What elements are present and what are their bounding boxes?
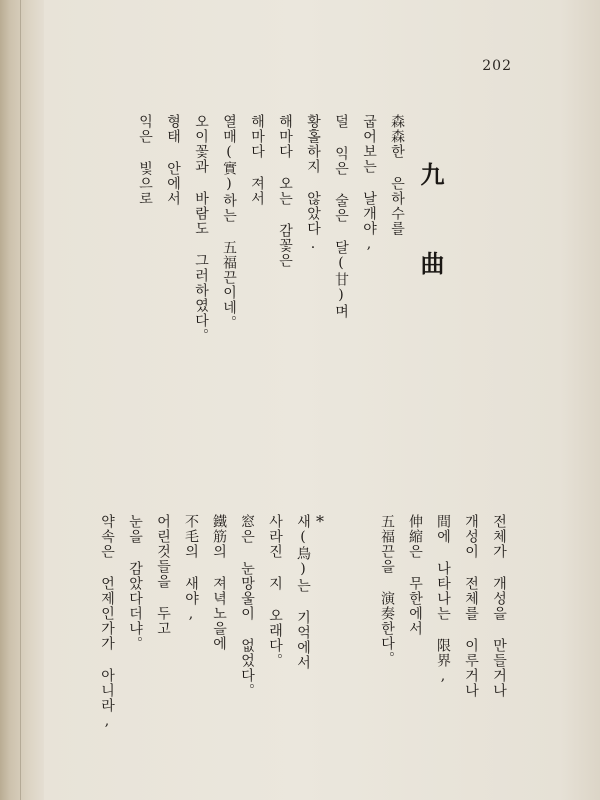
poem-line: 해마다 져서 bbox=[249, 114, 265, 206]
poem-line: 오이꽃과 바람도 그러하였다。 bbox=[193, 114, 209, 343]
stanza-separator: * bbox=[316, 512, 324, 531]
poem-line: 伸縮은 무한에서 bbox=[407, 514, 423, 636]
poem-line: 森森한 은하수를 bbox=[389, 114, 405, 236]
poem-line: 약속은 언제인가가 아니라, bbox=[99, 514, 115, 730]
poem-line: 익은 빛으로 bbox=[137, 114, 153, 206]
poem-line: 鐵筋의 져녁노을에 bbox=[211, 514, 227, 651]
poem-line: 五福끈을 演奏한다。 bbox=[379, 514, 395, 666]
poem-title: 九 曲 bbox=[416, 162, 445, 293]
poem-line: 황홀하지 않았다. bbox=[305, 114, 321, 253]
poem-line: 전체가 개성을 만들거나 bbox=[491, 514, 507, 698]
page-number: 202 bbox=[482, 58, 512, 74]
poem-line: 사라진 지 오래다。 bbox=[267, 514, 283, 668]
poem-line: 개성이 전체를 이루거나 bbox=[463, 514, 479, 698]
poem-line: 不毛의 새야, bbox=[183, 514, 199, 623]
poem-lower-stanza bbox=[86, 514, 506, 730]
poem-upper-stanza bbox=[124, 114, 404, 343]
poem-line: 해마다 오는 감꽃은 bbox=[277, 114, 293, 268]
poem-line: 窓은 눈망울이 없었다。 bbox=[239, 514, 255, 698]
poem-line: 형태 안에서 bbox=[165, 114, 181, 206]
poem-line: 열매(實)하는 五福끈이네。 bbox=[221, 114, 237, 330]
poem-line: 어린것들을 두고 bbox=[155, 514, 171, 636]
previous-page-edge bbox=[0, 0, 44, 800]
poem-line: 덜 익은 술은 달(甘)며 bbox=[333, 114, 349, 319]
poem-line: 굽어보는 날개야, bbox=[361, 114, 377, 253]
poem-line: 새(鳥)는 기억에서 bbox=[295, 514, 311, 670]
poem-line: 間에 나타나는 限界, bbox=[435, 514, 451, 685]
page-fold-line bbox=[20, 0, 21, 800]
poem-line: 눈을 감았다더냐。 bbox=[127, 514, 143, 651]
